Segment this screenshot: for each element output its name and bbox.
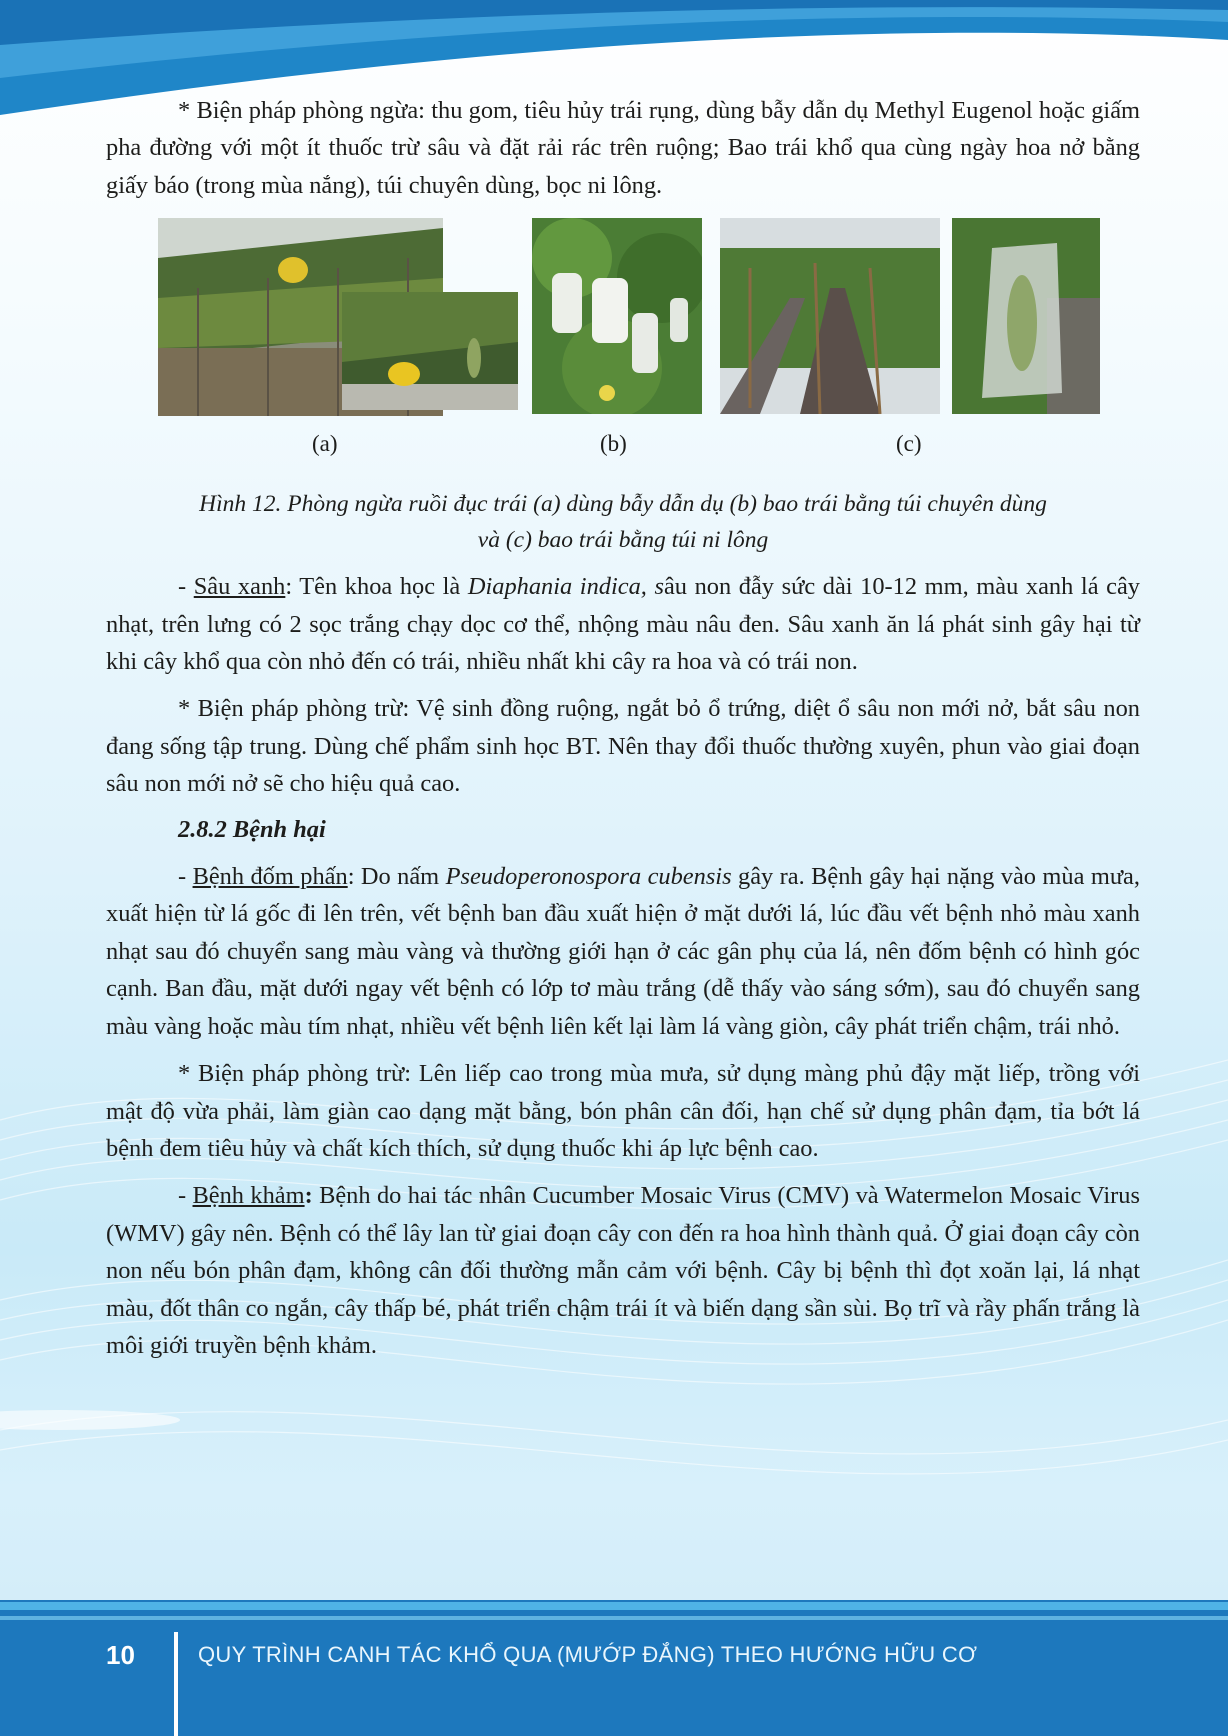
term-benh-kham: Bệnh khảm <box>192 1182 305 1210</box>
scientific-name-diaphania: Diaphania indica, s <box>467 573 664 601</box>
scientific-name-pseudoperonospora: Pseudoperonospora cubensis <box>445 863 732 891</box>
photo-b-special-bags <box>532 218 702 414</box>
figure-label-a: (a) <box>312 431 338 457</box>
footer-divider <box>174 1632 178 1736</box>
figure-label-c: (c) <box>896 431 922 457</box>
paragraph-green-caterpillar: - Sâu xanh: Tên khoa học là Diaphania indica, sâu non đẫy sức dài 10-12 mm, màu xanh lá cây nhạt, trên lưng có 2 sọc trắng chạy dọc cơ thể, nhộng màu nâu đen. Sâu xanh ăn lá phát sinh gây hại từ khi cây khổ qua còn nhỏ đến có trái, nhiều nhất khi cây ra hoa và có trái non. <box>106 573 1140 676</box>
term-benh-dom-phan: Bệnh đốm phấn <box>192 863 348 891</box>
paragraph-mildew-control: * Biện pháp phòng trừ: Lên liếp cao trong mùa mưa, sử dụng màng phủ đậy mặt liếp, trồng với mật độ vừa phải, làm giàn cao dạng mặt bằng, bón phân cân đối, hạn chế sử dụng phân đạm, tỉa bớt lá bệnh đem tiêu hủy và chất kích thích, sử dụng thuốc khi áp lực bệnh cao. <box>106 1060 1140 1162</box>
paragraph-mosaic-disease: - Bệnh khảm: Bệnh do hai tác nhân Cucumber Mosaic Virus (CMV) và Watermelon Mosaic Virus (WMV) gây nên. Bệnh có thể lây lan từ giai đoạn cây con đến ra hoa hình thành quả. Ở giai đoạn cây còn non nếu bón phân đạm, không cân đối thường mẫn cảm với bệnh. Cây bị bệnh thì đọt xoăn lại, lá nhạt màu, đốt thân co ngắn, cây thấp bé, phát triển chậm trái ít và biến dạng sần sùi. Bọ trĩ và rầy phấn trắng là môi giới truyền bệnh khảm. <box>106 1182 1140 1359</box>
footer-accent-line-thin <box>0 1616 1228 1620</box>
paragraph-caterpillar-control: * Biện pháp phòng trừ: Vệ sinh đồng ruộng, ngắt bỏ ổ trứng, diệt ổ sâu non mới nở, bắt sâu non đang sống tập trung. Dùng chế phẩm sinh học BT. Nên thay đổi thuốc thường xuyên, phun vào giai đoạn sâu non mới nở sẽ cho hiệu quả cao. <box>106 695 1140 798</box>
figure-12 <box>106 218 1140 508</box>
section-heading-2-8-2: 2.8.2 Bệnh hại <box>178 815 326 843</box>
photo-a-trap-closeup <box>342 292 518 410</box>
footer-accent-line <box>0 1602 1228 1610</box>
photo-c-field-rows <box>720 218 940 414</box>
term-sau-xanh: Sâu xanh <box>193 573 286 601</box>
photo-c-plastic-bag <box>952 218 1100 414</box>
footer-book-title: QUY TRÌNH CANH TÁC KHỔ QUA (MƯỚP ĐẮNG) THEO HƯỚNG HỮU CƠ <box>198 1642 978 1667</box>
page-number: 10 <box>106 1640 135 1670</box>
figure-caption-line-1: Hình 12. Phòng ngừa ruồi đục trái (a) dùng bẫy dẫn dụ (b) bao trái bằng túi chuyên dùng <box>199 491 1047 518</box>
paragraph-fruit-fly-prevention: * Biện pháp phòng ngừa: thu gom, tiêu hủy trái rụng, dùng bẫy dẫn dụ Methyl Eugenol hoặc giấm pha đường với một ít thuốc trừ sâu và đặt rải rác trên ruộng; Bao trái khổ qua cùng ngày hoa nở bằng giấy báo (trong mùa nắng), túi chuyên dùng, bọc ni lông. <box>106 97 1140 199</box>
figure-label-b: (b) <box>600 431 627 457</box>
page-footer <box>0 1600 1228 1736</box>
figure-caption-line-2: và (c) bao trái bằng túi ni lông <box>477 527 769 554</box>
page-content <box>106 92 1140 1364</box>
paragraph-downy-mildew: - Bệnh đốm phấn: Do nấm Pseudoperonospora cubensis gây ra. Bệnh gây hại nặng vào mùa mưa, xuất hiện từ lá gốc đi lên trên, vết bệnh ban đầu xuất hiện ở mặt dưới lá, lúc đầu vết bệnh nhỏ màu xanh nhạt sau đó chuyển sang màu vàng và thường giới hạn ở các gân phụ của lá, nên đốm bệnh có hình góc cạnh. Ban đầu, mặt dưới ngay vết bệnh có lớp tơ màu trắng (dễ thấy vào sáng sớm), sau đó chuyển sang màu vàng hoặc màu tím nhạt, nhiều vết bệnh liên kết lại làm lá vàng giòn, cây phát triển chậm, trái nhỏ. <box>106 863 1140 1040</box>
